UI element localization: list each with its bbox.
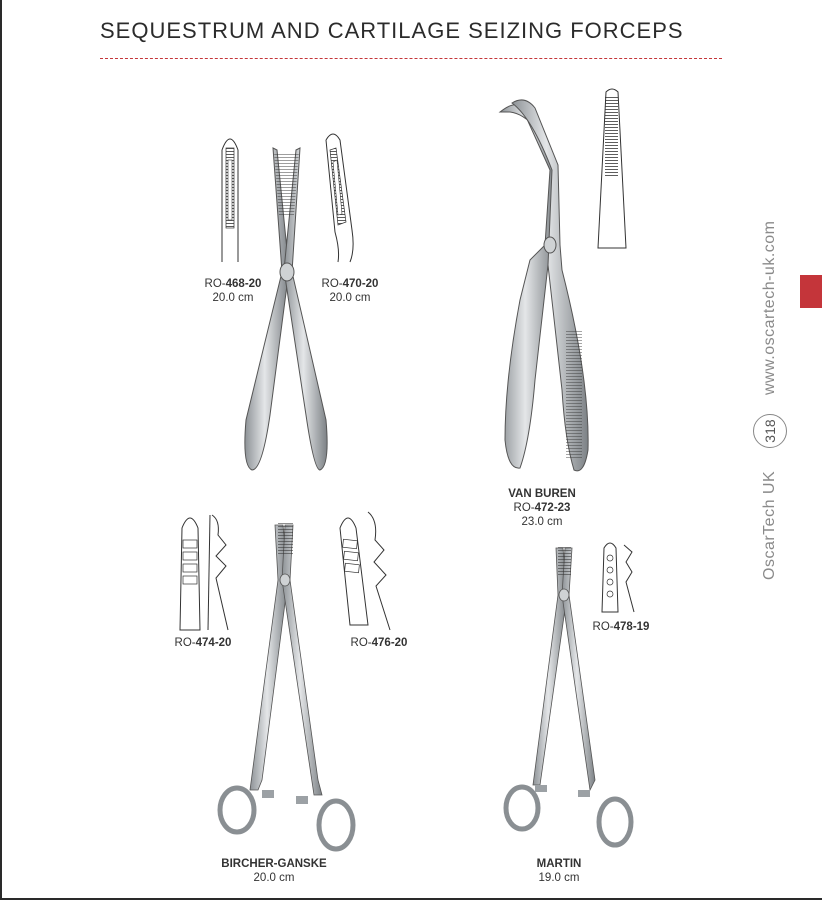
product-name: BIRCHER-GANSKE (221, 858, 327, 870)
product-code: 468-20 (225, 278, 262, 290)
jaw-detail-474-icon (180, 515, 228, 630)
jaw-detail-470-icon (326, 134, 353, 262)
product-prefix: RO- (321, 278, 343, 290)
product-label-bircher-ganske (218, 857, 330, 885)
product-label-470-20 (318, 277, 382, 305)
jaw-detail-476-icon (340, 512, 390, 630)
product-code: 478-19 (613, 621, 650, 633)
forceps-468-470-icon (245, 148, 327, 470)
product-prefix: RO- (174, 637, 196, 649)
product-prefix: RO- (204, 278, 226, 290)
forceps-martin-icon (506, 545, 631, 845)
product-size: 20.0 cm (212, 292, 254, 304)
jaw-detail-468-icon (222, 139, 238, 262)
section-tab-marker (800, 275, 822, 308)
product-name: VAN BUREN (508, 488, 576, 500)
product-size: 20.0 cm (253, 872, 295, 884)
product-size: 20.0 cm (329, 292, 371, 304)
product-code: 470-20 (342, 278, 379, 290)
product-size: 19.0 cm (538, 872, 580, 884)
product-label-468-20 (201, 277, 265, 305)
product-label-476-20 (346, 636, 412, 650)
product-label-474-20 (170, 636, 236, 650)
product-prefix: RO- (592, 621, 614, 633)
page-number: 318 (762, 419, 778, 443)
forceps-van-buren-icon (500, 100, 588, 471)
product-prefix: RO- (513, 502, 535, 514)
product-code: 472-23 (534, 502, 571, 514)
brand-name: OscarTech UK (761, 470, 778, 580)
jaw-detail-478-icon (602, 543, 634, 612)
product-code: 476-20 (371, 637, 408, 649)
product-name: MARTIN (536, 858, 582, 870)
product-size: 23.0 cm (521, 516, 563, 528)
forceps-bircher-ganske-icon (220, 522, 353, 849)
product-label-478-19 (588, 620, 654, 634)
product-label-martin (524, 857, 594, 885)
product-label-van-buren (500, 487, 584, 529)
product-code: 474-20 (195, 637, 232, 649)
jaw-detail-472-icon (598, 89, 626, 248)
product-prefix: RO- (350, 637, 372, 649)
website-url: www.oscartech-uk.com (761, 220, 778, 395)
page-title: SEQUESTRUM AND CARTILAGE SEIZING FORCEPS (100, 18, 684, 43)
